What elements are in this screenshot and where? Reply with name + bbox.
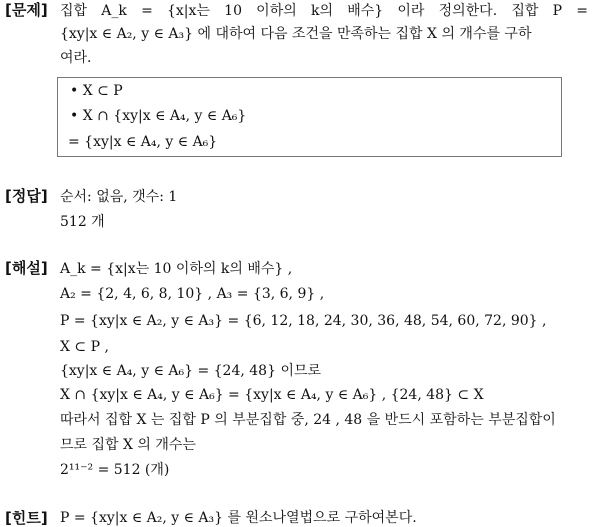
answer-line-2: 512 개 bbox=[60, 214, 105, 230]
explanation-line-9: 2¹¹⁻² = 512 (개) bbox=[60, 462, 170, 478]
condition-1: • X ⊂ P bbox=[70, 83, 123, 99]
condition-2-continued: = {xy|x ∈ A₄, y ∈ A₆} bbox=[68, 134, 218, 150]
condition-2: • X ∩ {xy|x ∈ A₄, y ∈ A₆} bbox=[70, 108, 247, 124]
hint-line-1: P = {xy|x ∈ A₂, y ∈ A₃} 를 원소나열법으로 구하여본다. bbox=[60, 510, 417, 526]
explanation-line-6: X ∩ {xy|x ∈ A₄, y ∈ A₆} = {xy|x ∈ A₄, y ∈ A₆} , {24, 48} ⊂ X bbox=[60, 387, 484, 403]
problem-line-2: {xy|x ∈ A₂, y ∈ A₃} 에 대하여 다음 조건을 만족하는 집합 X 의 개수를 구하 bbox=[60, 26, 532, 42]
condition-box bbox=[57, 77, 562, 157]
explanation-line-1: A_k = {x|x는 10 이하의 k의 배수} , bbox=[60, 261, 293, 277]
problem-line-3: 여라. bbox=[60, 50, 92, 66]
explanation-line-4: X ⊂ P , bbox=[60, 339, 109, 355]
explanation-line-5: {xy|x ∈ A₄, y ∈ A₆} = {24, 48} 이므로 bbox=[60, 363, 322, 379]
answer-line-1: 순서: 없음, 갯수: 1 bbox=[60, 189, 178, 205]
hint-label: [힌트] bbox=[5, 509, 48, 527]
explanation-line-3: P = {xy|x ∈ A₂, y ∈ A₃} = {6, 12, 18, 24, 30, 36, 48, 54, 60, 72, 90} , bbox=[60, 313, 547, 329]
explanation-line-7: 따라서 집합 X 는 집합 P 의 부분집합 중, 24 , 48 을 반드시 포함하는 부분집합이 bbox=[60, 412, 556, 428]
explanation-line-2: A₂ = {2, 4, 6, 8, 10} , A₃ = {3, 6, 9} , bbox=[60, 286, 325, 302]
answer-label: [정답] bbox=[5, 187, 48, 205]
problem-line-1: 집합 A_k = {x|x는 10 이하의 k의 배수} 이라 정의한다. 집합 P = bbox=[60, 3, 588, 19]
explanation-line-8: 므로 집합 X 의 개수는 bbox=[60, 437, 196, 453]
problem-label: [문제] bbox=[5, 1, 48, 19]
explanation-label: [해설] bbox=[5, 259, 48, 277]
